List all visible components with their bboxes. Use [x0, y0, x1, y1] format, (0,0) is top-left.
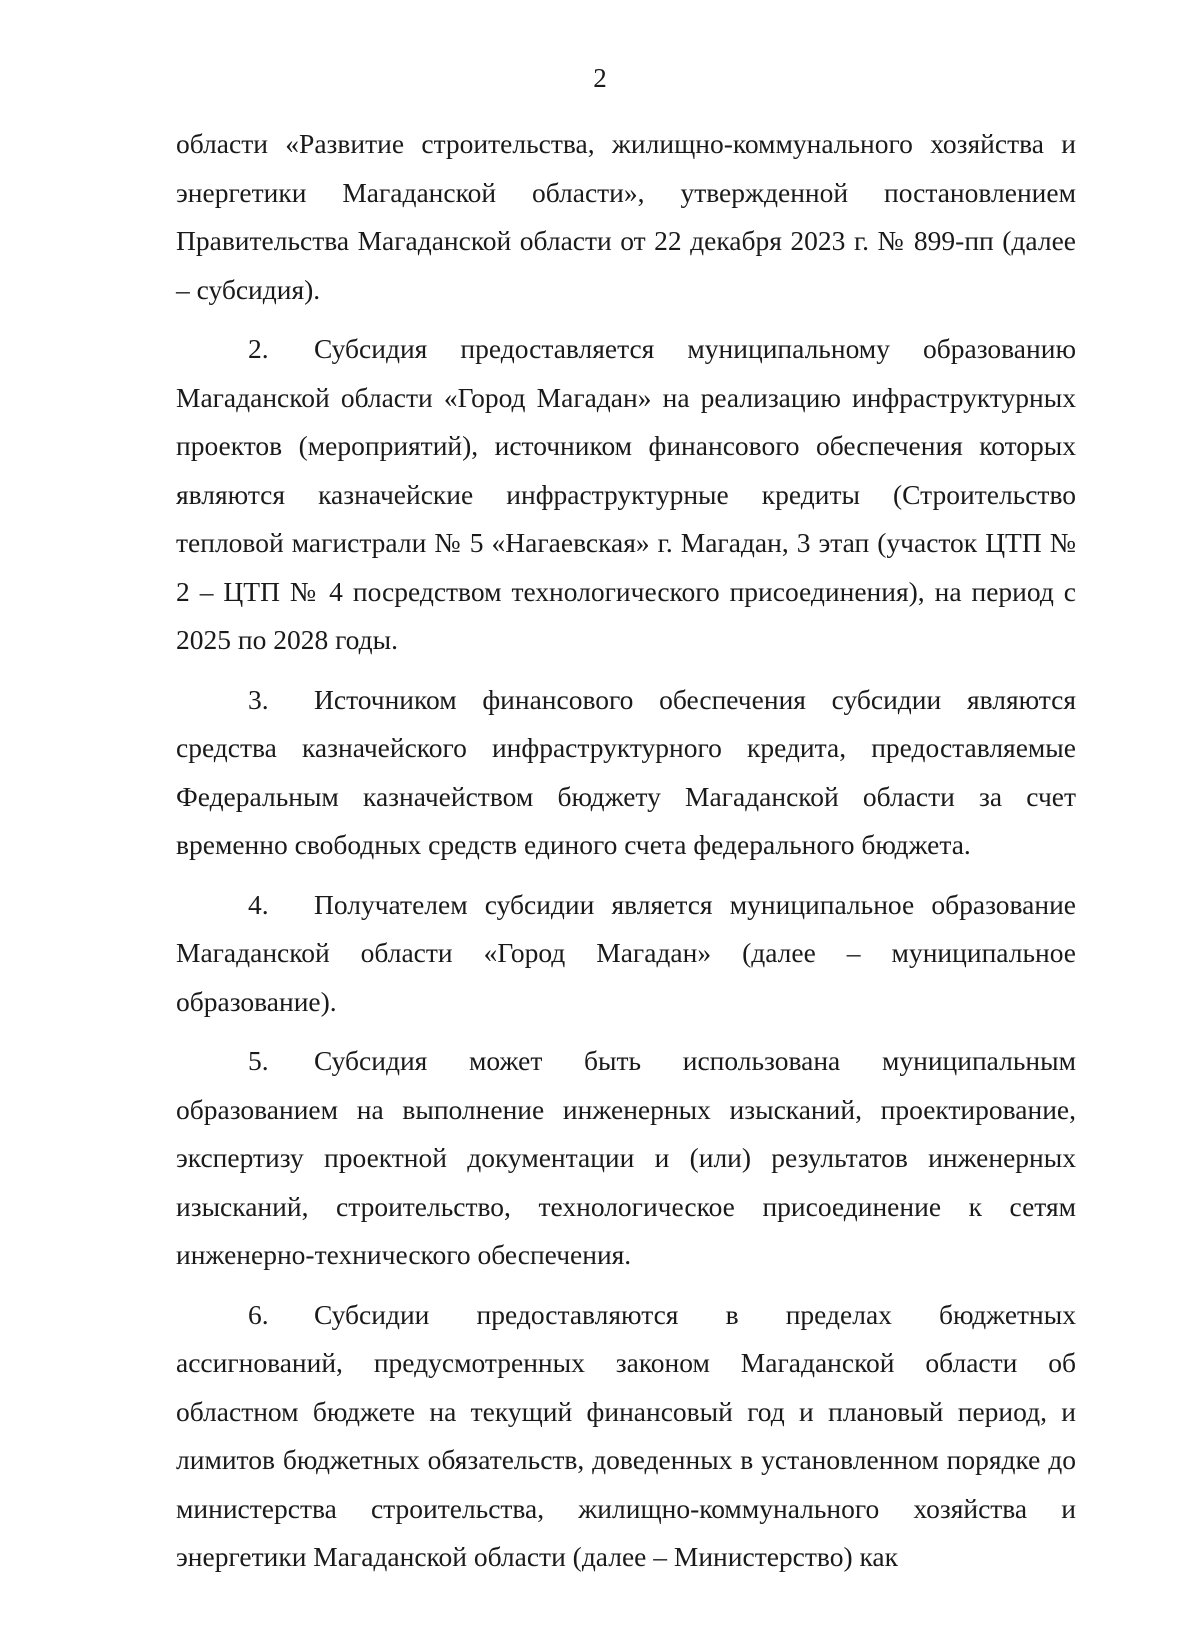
- paragraph-text: Субсидия может быть использована муниципальным образованием на выполнение инженерных изысканий, проектирование, экспертизу проектной документации и (или) результатов инженерных изысканий, строительство, технологическое присоединение к сетям инженерно-технического обеспечения.: [176, 1045, 1076, 1270]
- paragraph-number: 6.: [248, 1298, 269, 1330]
- paragraph-4: [176, 881, 1076, 1027]
- paragraph-text: Субсидии предоставляются в пределах бюджетных ассигнований, предусмотренных законом Магаданской области об областном бюджете на текущий финансовый год и плановый период, и лимитов бюджетных обязательств, доведенных в установленном порядке до министерства строительства, жилищно-коммунального хозяйства и энергетики Магаданской области (далее – Министерство) как: [176, 1298, 1076, 1572]
- paragraph-2: [176, 325, 1076, 665]
- paragraph-5: [176, 1037, 1076, 1280]
- paragraph-number: 4.: [248, 888, 269, 920]
- paragraph-text: Получателем субсидии является муниципальное образование Магаданской области «Город Магадан» (далее – муниципальное образование).: [176, 888, 1076, 1017]
- paragraph-number: 2.: [248, 333, 269, 364]
- page-number: 2: [593, 63, 607, 93]
- paragraph-number: 5.: [248, 1045, 269, 1076]
- paragraph-text: области «Развитие строительства, жилищно-коммунального хозяйства и энергетики Магаданской области», утвержденной постановлением Правительства Магаданской области от 22 декабря 2023 г. № 899-пп (далее – субсидия).: [176, 128, 1076, 305]
- paragraph-number: 3.: [248, 683, 269, 715]
- paragraph-6: [176, 1291, 1076, 1582]
- document-body: [176, 120, 1076, 1582]
- paragraph-continuation: [176, 120, 1076, 314]
- paragraph-3: [176, 676, 1076, 870]
- paragraph-text: Источником финансового обеспечения субсидии являются средства казначейского инфраструктурного кредита, предоставляемые Федеральным казначейством бюджету Магаданской области за счет временно свободных средств единого счета федерального бюджета.: [176, 683, 1076, 860]
- paragraph-text: Субсидия предоставляется муниципальному образованию Магаданской области «Город Магадан» на реализацию инфраструктурных проектов (мероприятий), источником финансового обеспечения которых являются казначейские инфраструктурные кредиты (Строительство тепловой магистрали № 5 «Нагаевская» г. Магадан, 3 этап (участок ЦТП № 2 – ЦТП № 4 посредством технологического присоединения), на период с 2025 по 2028 годы.: [176, 333, 1076, 655]
